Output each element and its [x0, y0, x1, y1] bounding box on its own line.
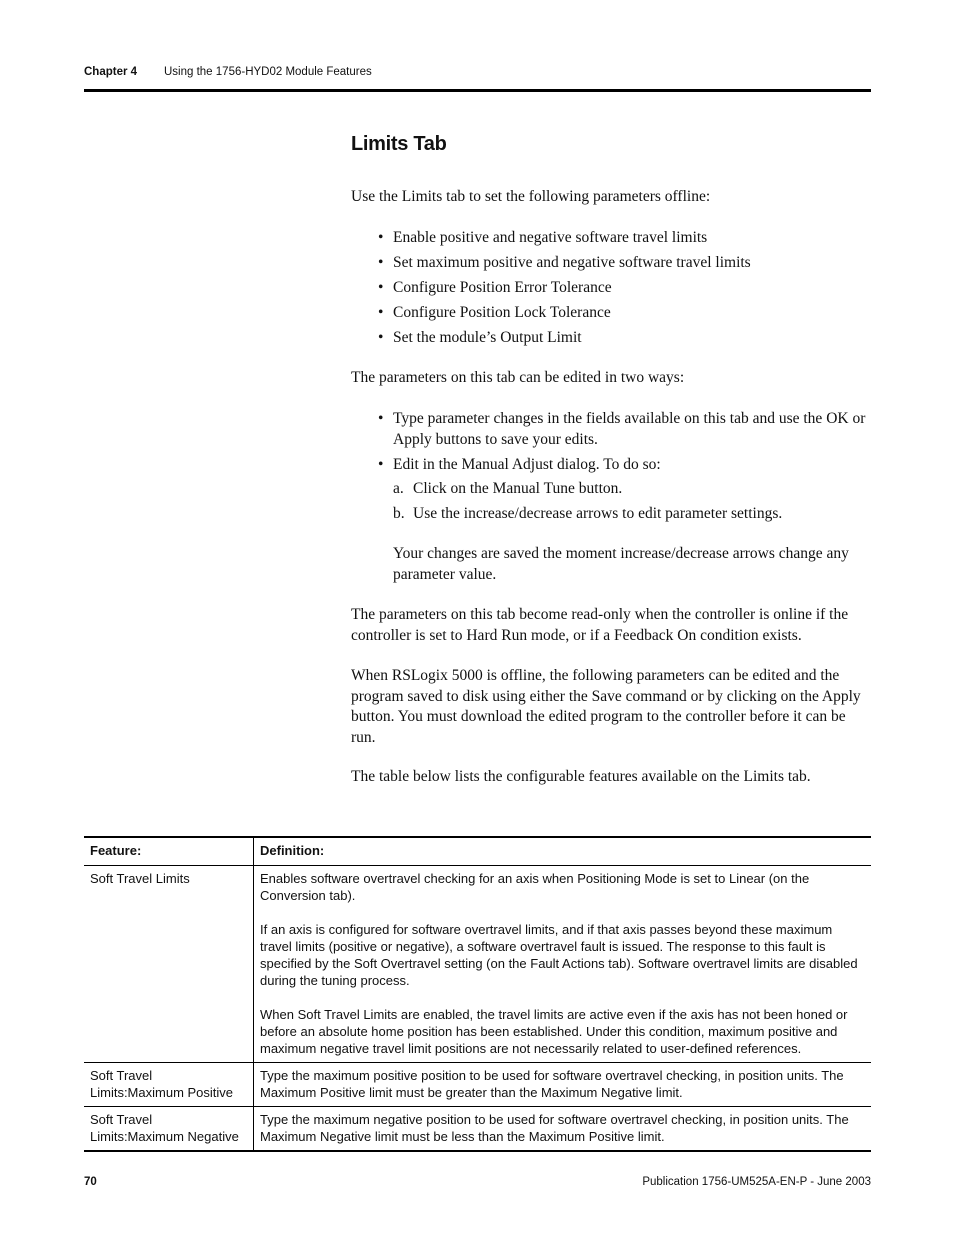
chapter-label: Chapter 4 [84, 66, 138, 78]
list-item [378, 303, 868, 324]
definition-cell [254, 1063, 872, 1107]
header-rule [84, 89, 871, 92]
list-item [378, 278, 868, 299]
readonly-paragraph: The parameters on this tab become read-only when the controller is online if the controller is set to Hard Run mode, or if a Feedback On condition exists. [351, 606, 849, 644]
offline-paragraph: When RSLogix 5000 is offline, the following parameters can be edited and the program saved to disk using either the Save command or by clicking on the Apply button. You must download the edited program to the controller before it can be run. [351, 667, 861, 746]
page-number: 70 [84, 1176, 97, 1188]
bullet-icon: • [378, 254, 384, 271]
list-item-text: Configure Position Lock Tolerance [393, 304, 611, 321]
manual-adjust-steps [393, 479, 863, 529]
bullet-icon: • [378, 410, 384, 427]
feature-cell: Soft Travel Limits:Maximum Negative [84, 1107, 254, 1152]
list-item [378, 253, 868, 274]
feature-column-header: Feature: [84, 837, 254, 866]
definition-paragraph: If an axis is configured for software overtravel limits, and if that axis passes beyond these maximum travel limits (positive or negative), a software overtravel fault is issued. The response to this fault is specified by the Soft Overtravel setting (on the Fault Actions tab). Software overtravel limits are disabled during the tuning process. [260, 922, 858, 988]
step-marker: a. [393, 480, 404, 497]
list-item-text: Set the module’s Output Limit [393, 329, 582, 346]
step-item [393, 504, 863, 525]
features-table [84, 836, 871, 1152]
list-item [378, 328, 868, 349]
definition-cell [254, 1107, 872, 1152]
feature-cell: Soft Travel Limits:Maximum Positive [84, 1063, 254, 1107]
step-item [393, 479, 863, 500]
definition-paragraph: When Soft Travel Limits are enabled, the travel limits are active even if the axis has not been honed or before an absolute home position has been established. Under this condition, maximum positive and maximum negative travel limit positions are not necessarily related to user-defined references. [260, 1007, 848, 1056]
definition-paragraph: Enables software overtravel checking for an axis when Positioning Mode is set to Linear (on the Conversion tab). [260, 871, 810, 903]
table-row [84, 866, 871, 1063]
table-header-row [84, 837, 871, 866]
list-item [378, 455, 868, 476]
section-title: Limits Tab [351, 133, 447, 155]
definition-paragraph: Type the maximum negative position to be used for software overtravel checking, in position units. The Maximum Negative limit must be less than the Maximum Positive limit. [260, 1112, 849, 1144]
bullet-icon: • [378, 455, 384, 473]
list-item-text: Enable positive and negative software travel limits [393, 229, 708, 246]
definition-cell [254, 866, 872, 1063]
bullet-icon: • [378, 304, 384, 321]
definition-paragraph: Type the maximum positive position to be used for software overtravel checking, in position units. The Maximum Positive limit must be greater than the Maximum Negative limit. [260, 1068, 844, 1100]
table-intro-paragraph: The table below lists the configurable features available on the Limits tab. [351, 768, 811, 785]
step-text: Use the increase/decrease arrows to edit parameter settings. [413, 505, 783, 522]
list-item-text: Type parameter changes in the fields available on this tab and use the OK or Apply buttons to save your edits. [393, 410, 866, 448]
chapter-title: Using the 1756-HYD02 Module Features [164, 66, 372, 78]
bullet-icon: • [378, 279, 384, 296]
feature-cell: Soft Travel Limits [84, 866, 254, 1063]
list-item [378, 228, 868, 249]
list-item-text: Configure Position Error Tolerance [393, 279, 612, 296]
parameter-bullet-list [378, 228, 868, 353]
definition-column-header: Definition: [254, 837, 872, 866]
list-item-text: Set maximum positive and negative software travel limits [393, 254, 751, 271]
steps-note: Your changes are saved the moment increase/decrease arrows change any parameter value. [393, 545, 849, 583]
list-item-text: Edit in the Manual Adjust dialog. To do so: [393, 455, 661, 473]
intro-paragraph: Use the Limits tab to set the following parameters offline: [351, 188, 711, 205]
bullet-icon: • [378, 229, 384, 246]
edit-ways-paragraph: The parameters on this tab can be edited in two ways: [351, 369, 685, 386]
step-marker: b. [393, 505, 405, 522]
list-item [378, 409, 868, 450]
bullet-icon: • [378, 329, 384, 346]
edit-methods-bullet-list [378, 409, 868, 480]
table-row [84, 1107, 871, 1152]
publication-info: Publication 1756-UM525A-EN-P - June 2003 [642, 1176, 871, 1188]
step-text: Click on the Manual Tune button. [413, 480, 623, 497]
table-row [84, 1063, 871, 1107]
page-header [84, 66, 871, 92]
